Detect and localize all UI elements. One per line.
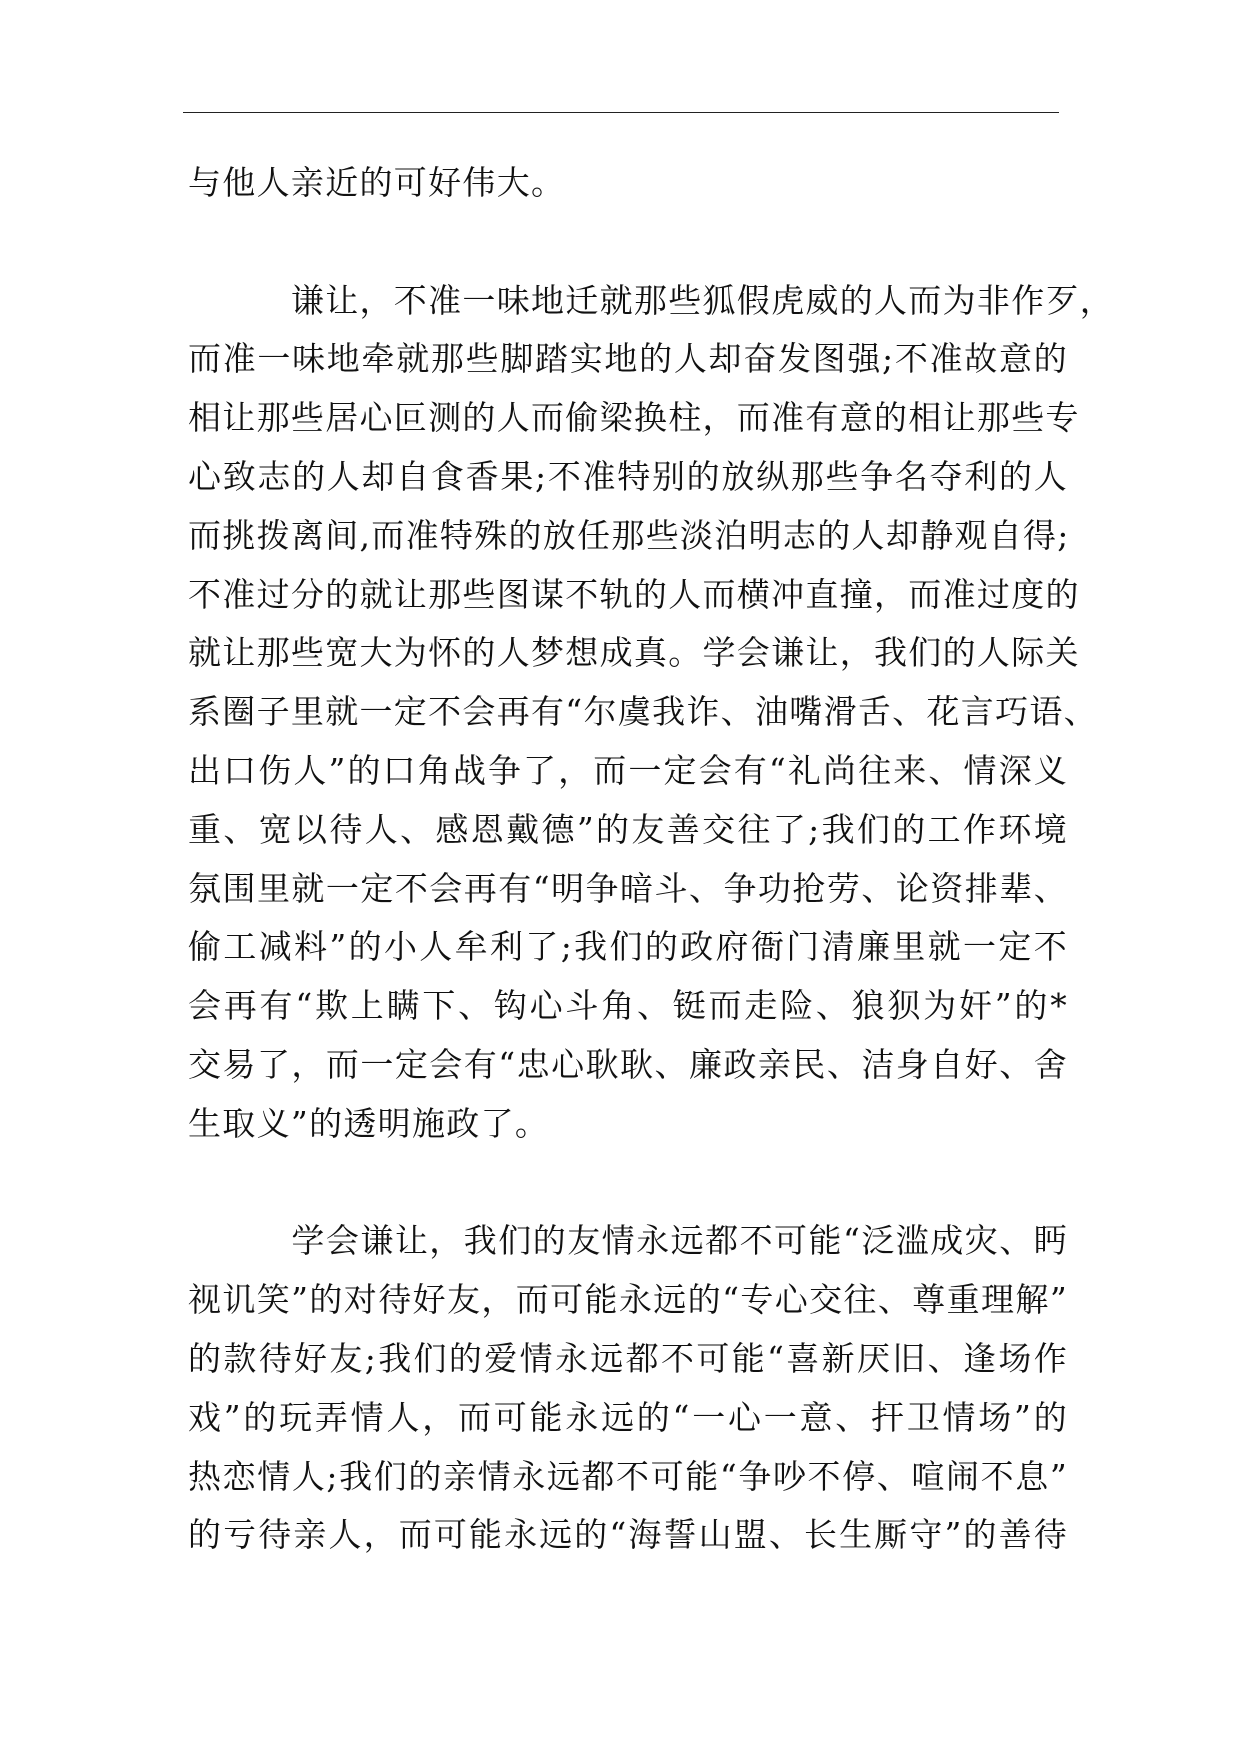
text-line: 重、宽以待人、感恩戴德”的友善交往了;我们的工作环境 [188,809,1068,849]
text-line: 的款待好友;我们的爱情永远都不可能“喜新厌旧、逢场作 [188,1338,1068,1378]
text-line: 生取义”的透明施政了。 [188,1103,550,1143]
paragraph-spacer [188,213,1068,272]
text-line: 会再有“欺上瞒下、钩心斗角、铤而走险、狼狈为奸”的* [188,986,1068,1026]
text-line: 出口伤人”的口角战争了，而一定会有“礼尚往来、情深义 [188,750,1068,790]
header-rule [183,112,1059,113]
text-line: 系圈子里就一定不会再有“尔虞我诈、油嘴滑舌、花言巧语、 [188,692,1098,732]
text-line: 学会谦让，我们的友情永远都不可能“泛滥成灾、眄 [188,1221,1068,1261]
paragraph-spacer [188,1154,1068,1213]
text-line: 视讥笑”的对待好友，而可能永远的“专心交往、尊重理解” [188,1280,1068,1320]
paragraph-2 [188,272,1115,1154]
text-line: 而准一味地牵就那些脚踏实地的人却奋发图强;不准故意的 [188,339,1068,379]
text-line: 谦让，不准一味地迁就那些狐假虎威的人而为非作歹， [188,280,1115,320]
paragraph-3 [188,1212,1068,1565]
document-body [188,154,1115,1565]
text-line: 的亏待亲人，而可能永远的“海誓山盟、长生厮守”的善待 [188,1515,1068,1555]
text-line: 戏”的玩弄情人，而可能永远的“一心一意、扞卫情场”的 [188,1397,1068,1437]
text-line: 热恋情人;我们的亲情永远都不可能“争吵不停、喧闹不息” [188,1456,1068,1496]
text-line: 不准过分的就让那些图谋不轨的人而横冲直撞，而准过度的 [188,574,1080,614]
text-line: 而挑拨离间,而准特殊的放任那些淡泊明志的人却静观自得; [188,515,1070,555]
text-line: 偷工减料”的小人牟利了;我们的政府衙门清廉里就一定不 [188,927,1068,967]
text-line: 氛围里就一定不会再有“明争暗斗、争功抢劳、论资排辈、 [188,868,1068,908]
text-line: 相让那些居心叵测的人而偷梁换柱，而准有意的相让那些专 [188,398,1080,438]
paragraph-1 [188,154,1068,213]
text-line: 交易了，而一定会有“忠心耿耿、廉政亲民、洁身自好、舍 [188,1044,1068,1084]
text-line: 与他人亲近的可好伟大。 [188,163,566,202]
text-line: 就让那些宽大为怀的人梦想成真。学会谦让，我们的人际关 [188,633,1080,673]
text-line: 心致志的人却自食香果;不准特别的放纵那些争名夺利的人 [188,456,1068,496]
